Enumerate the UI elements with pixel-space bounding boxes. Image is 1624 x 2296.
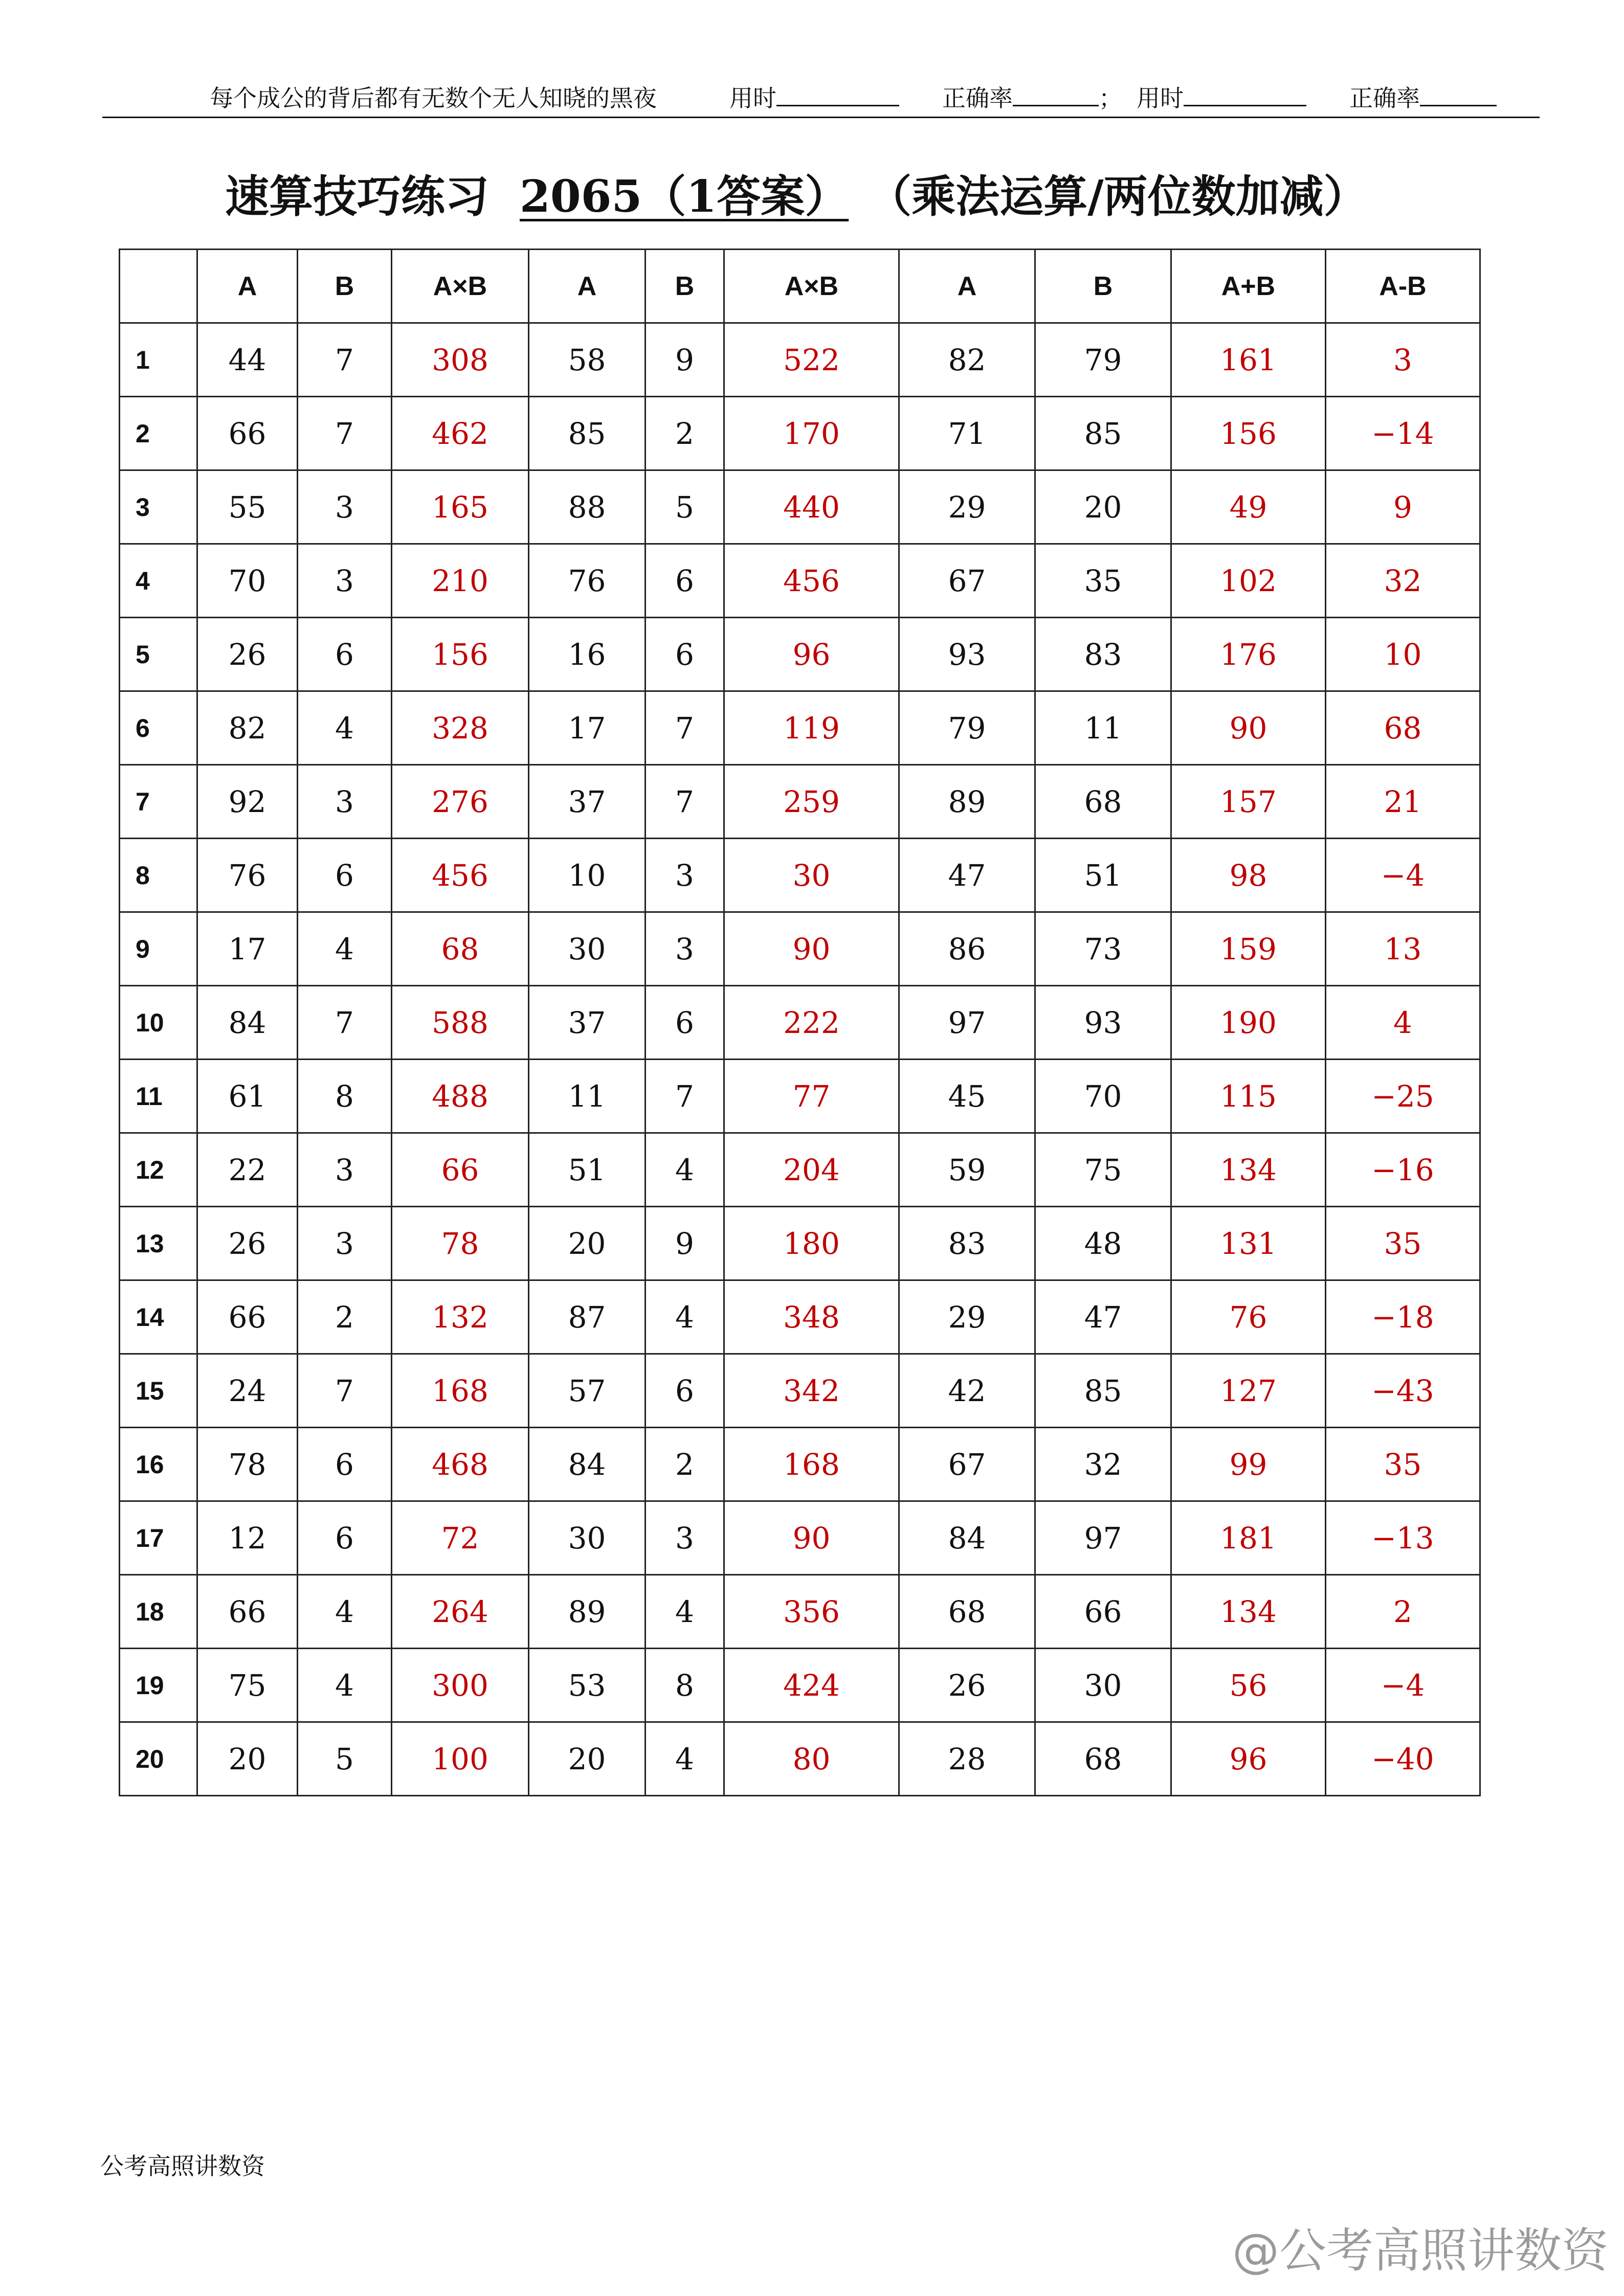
operand-cell: 26 (197, 618, 298, 691)
table-row (120, 1722, 1480, 1796)
operand-cell: 30 (529, 1501, 646, 1575)
operand-cell: 61 (197, 1060, 298, 1133)
row-number: 20 (120, 1722, 197, 1796)
answer-cell: 488 (392, 1060, 529, 1133)
answer-cell: 342 (724, 1354, 899, 1428)
answer-cell: 115 (1171, 1060, 1326, 1133)
operand-cell: 7 (298, 397, 392, 470)
operand-cell: 66 (197, 1280, 298, 1354)
time-blank-1 (776, 84, 899, 106)
header-accuracy-field-2 (1349, 83, 1497, 114)
operand-cell: 84 (529, 1428, 646, 1501)
operand-cell: 7 (298, 323, 392, 397)
row-number: 8 (120, 839, 197, 912)
operand-cell: 67 (899, 544, 1035, 618)
operand-cell: 16 (529, 618, 646, 691)
operand-cell: 30 (1035, 1649, 1171, 1722)
answer-cell: 462 (392, 397, 529, 470)
answer-cell: 76 (1171, 1280, 1326, 1354)
operand-cell: 5 (298, 1722, 392, 1796)
operand-cell: 3 (646, 839, 724, 912)
operand-cell: 7 (646, 1060, 724, 1133)
header-motto: 每个成公的背后都有无数个无人知晓的黑夜 (210, 84, 657, 112)
answer-cell: 159 (1171, 912, 1326, 986)
operand-cell: 6 (298, 839, 392, 912)
operand-cell: 3 (646, 1501, 724, 1575)
watermark: @公考高照讲数资 (1232, 2223, 1609, 2278)
row-number: 2 (120, 397, 197, 470)
page-title (225, 171, 1368, 222)
operand-cell: 66 (197, 1575, 298, 1649)
answer-cell: 328 (392, 691, 529, 765)
header-rule (102, 117, 1540, 118)
operand-cell: 7 (646, 765, 724, 839)
table-row (120, 1575, 1480, 1649)
operand-cell: 42 (899, 1354, 1035, 1428)
answer-cell: 176 (1171, 618, 1326, 691)
accuracy-blank-2 (1420, 84, 1497, 106)
operand-cell: 6 (298, 1501, 392, 1575)
operand-cell: 70 (1035, 1060, 1171, 1133)
table-row (120, 1060, 1480, 1133)
answer-cell: 156 (1171, 397, 1326, 470)
answer-cell: 134 (1171, 1575, 1326, 1649)
operand-cell: 53 (529, 1649, 646, 1722)
operand-cell: 82 (899, 323, 1035, 397)
column-header: A+B (1171, 250, 1326, 323)
answer-cell: 66 (392, 1133, 529, 1207)
operand-cell: 6 (646, 1354, 724, 1428)
table-row (120, 1207, 1480, 1280)
operand-cell: 20 (529, 1207, 646, 1280)
operand-cell: 22 (197, 1133, 298, 1207)
operand-cell: 29 (899, 1280, 1035, 1354)
answer-cell: 276 (392, 765, 529, 839)
row-number: 4 (120, 544, 197, 618)
operand-cell: 4 (298, 912, 392, 986)
row-number: 16 (120, 1428, 197, 1501)
answer-cell: 9 (1326, 470, 1480, 544)
answer-cell: 4 (1326, 986, 1480, 1060)
header-time-field-2 (1137, 83, 1306, 114)
answer-cell: 10 (1326, 618, 1480, 691)
operand-cell: 11 (1035, 691, 1171, 765)
table-row (120, 1133, 1480, 1207)
answer-cell: 35 (1326, 1428, 1480, 1501)
operand-cell: 6 (298, 618, 392, 691)
operand-cell: 93 (899, 618, 1035, 691)
table-row (120, 470, 1480, 544)
table-row (120, 397, 1480, 470)
operand-cell: 83 (1035, 618, 1171, 691)
operand-cell: 30 (529, 912, 646, 986)
operand-cell: 9 (646, 1207, 724, 1280)
answer-cell: 68 (1326, 691, 1480, 765)
row-number: 5 (120, 618, 197, 691)
operand-cell: 89 (899, 765, 1035, 839)
answer-cell: 98 (1171, 839, 1326, 912)
answer-cell: 170 (724, 397, 899, 470)
column-header: B (1035, 250, 1171, 323)
operand-cell: 59 (899, 1133, 1035, 1207)
operand-cell: 51 (529, 1133, 646, 1207)
answer-cell: 21 (1326, 765, 1480, 839)
operand-cell: 83 (899, 1207, 1035, 1280)
answer-cell: 90 (1171, 691, 1326, 765)
operand-cell: 37 (529, 986, 646, 1060)
title-subtitle: （乘法运算/两位数加减） (889, 171, 1368, 222)
answer-cell: 165 (392, 470, 529, 544)
operand-cell: 68 (1035, 1722, 1171, 1796)
operand-cell: 2 (646, 1428, 724, 1501)
answer-cell: 78 (392, 1207, 529, 1280)
operand-cell: 20 (529, 1722, 646, 1796)
operand-cell: 28 (899, 1722, 1035, 1796)
column-header: B (298, 250, 392, 323)
operand-cell: 17 (197, 912, 298, 986)
answer-cell: 440 (724, 470, 899, 544)
answer-cell: −40 (1326, 1722, 1480, 1796)
operand-cell: 9 (646, 323, 724, 397)
operand-cell: 4 (646, 1280, 724, 1354)
table-row (120, 986, 1480, 1060)
header-accuracy-field-1 (942, 83, 1122, 114)
operand-cell: 76 (529, 544, 646, 618)
table-body (120, 323, 1480, 1796)
operand-cell: 4 (298, 1649, 392, 1722)
operand-cell: 85 (1035, 397, 1171, 470)
answer-cell: 468 (392, 1428, 529, 1501)
operand-cell: 55 (197, 470, 298, 544)
column-header: A×B (724, 250, 899, 323)
answer-cell: −14 (1326, 397, 1480, 470)
operand-cell: 7 (646, 691, 724, 765)
operand-cell: 85 (1035, 1354, 1171, 1428)
answer-cell: 168 (724, 1428, 899, 1501)
operand-cell: 2 (298, 1280, 392, 1354)
answer-cell: 356 (724, 1575, 899, 1649)
answer-cell: 456 (724, 544, 899, 618)
operand-cell: 87 (529, 1280, 646, 1354)
answer-cell: 119 (724, 691, 899, 765)
answer-cell: 32 (1326, 544, 1480, 618)
header-time-field-1 (729, 83, 899, 114)
row-number: 6 (120, 691, 197, 765)
operand-cell: 47 (1035, 1280, 1171, 1354)
table-row (120, 618, 1480, 691)
operand-cell: 4 (298, 1575, 392, 1649)
operand-cell: 97 (1035, 1501, 1171, 1575)
operand-cell: 24 (197, 1354, 298, 1428)
table-row (120, 1649, 1480, 1722)
operand-cell: 6 (646, 618, 724, 691)
operand-cell: 89 (529, 1575, 646, 1649)
operand-cell: 35 (1035, 544, 1171, 618)
answer-cell: 259 (724, 765, 899, 839)
answer-cell: 424 (724, 1649, 899, 1722)
operand-cell: 44 (197, 323, 298, 397)
answer-cell: −13 (1326, 1501, 1480, 1575)
answer-cell: 300 (392, 1649, 529, 1722)
answer-cell: 100 (392, 1722, 529, 1796)
table-header-row (120, 250, 1480, 323)
row-number: 9 (120, 912, 197, 986)
answer-cell: −16 (1326, 1133, 1480, 1207)
operand-cell: 47 (899, 839, 1035, 912)
answer-cell: 157 (1171, 765, 1326, 839)
answer-cell: 131 (1171, 1207, 1326, 1280)
operand-cell: 78 (197, 1428, 298, 1501)
operand-cell: 66 (197, 397, 298, 470)
operand-cell: 66 (1035, 1575, 1171, 1649)
accuracy-label-2: 正确率 (1349, 84, 1420, 112)
table-row (120, 544, 1480, 618)
answer-cell: 102 (1171, 544, 1326, 618)
operand-cell: 6 (646, 986, 724, 1060)
operand-cell: 84 (197, 986, 298, 1060)
answer-cell: 96 (1171, 1722, 1326, 1796)
row-number: 3 (120, 470, 197, 544)
column-header: A (197, 250, 298, 323)
row-number: 12 (120, 1133, 197, 1207)
answer-cell: 77 (724, 1060, 899, 1133)
accuracy-blank-1 (1013, 84, 1099, 106)
operand-cell: 29 (899, 470, 1035, 544)
accuracy-label-1: 正确率 (942, 84, 1013, 112)
operand-cell: 51 (1035, 839, 1171, 912)
answer-cell: 264 (392, 1575, 529, 1649)
answer-cell: 90 (724, 912, 899, 986)
operand-cell: 4 (298, 691, 392, 765)
header-separator: ； (1099, 84, 1122, 112)
operand-cell: 17 (529, 691, 646, 765)
operand-cell: 86 (899, 912, 1035, 986)
operand-cell: 7 (298, 1354, 392, 1428)
operand-cell: 4 (646, 1722, 724, 1796)
footer-source: 公考高照讲数资 (100, 2152, 265, 2180)
answer-cell: 72 (392, 1501, 529, 1575)
answer-cell: 80 (724, 1722, 899, 1796)
operand-cell: 82 (197, 691, 298, 765)
operand-cell: 20 (197, 1722, 298, 1796)
operand-cell: 26 (197, 1207, 298, 1280)
answer-cell: 35 (1326, 1207, 1480, 1280)
operand-cell: 32 (1035, 1428, 1171, 1501)
title-number: 2065（1答案） (520, 171, 849, 222)
table-row (120, 1354, 1480, 1428)
answer-cell: 127 (1171, 1354, 1326, 1428)
answer-cell: −18 (1326, 1280, 1480, 1354)
table-row (120, 1501, 1480, 1575)
operand-cell: 20 (1035, 470, 1171, 544)
row-number: 7 (120, 765, 197, 839)
column-header: B (646, 250, 724, 323)
answer-cell: −25 (1326, 1060, 1480, 1133)
column-header: A×B (392, 250, 529, 323)
row-number: 13 (120, 1207, 197, 1280)
answer-cell: 13 (1326, 912, 1480, 986)
answer-cell: 180 (724, 1207, 899, 1280)
operand-cell: 4 (646, 1575, 724, 1649)
operand-cell: 67 (899, 1428, 1035, 1501)
answer-cell: −43 (1326, 1354, 1480, 1428)
row-number: 10 (120, 986, 197, 1060)
operand-cell: 68 (899, 1575, 1035, 1649)
answer-cell: 96 (724, 618, 899, 691)
operand-cell: 3 (646, 912, 724, 986)
operand-cell: 5 (646, 470, 724, 544)
operand-cell: 97 (899, 986, 1035, 1060)
answer-cell: 30 (724, 839, 899, 912)
operand-cell: 92 (197, 765, 298, 839)
operand-cell: 70 (197, 544, 298, 618)
time-label-1: 用时 (729, 84, 776, 112)
answer-cell: 90 (724, 1501, 899, 1575)
operand-cell: 45 (899, 1060, 1035, 1133)
column-header: A (529, 250, 646, 323)
row-number: 17 (120, 1501, 197, 1575)
operand-cell: 3 (298, 1207, 392, 1280)
table-row (120, 1428, 1480, 1501)
table-row (120, 912, 1480, 986)
row-number: 14 (120, 1280, 197, 1354)
answer-cell: 132 (392, 1280, 529, 1354)
operand-cell: 75 (197, 1649, 298, 1722)
answer-cell: 3 (1326, 323, 1480, 397)
operand-cell: 8 (298, 1060, 392, 1133)
operand-cell: 93 (1035, 986, 1171, 1060)
operand-cell: 26 (899, 1649, 1035, 1722)
operand-cell: 11 (529, 1060, 646, 1133)
operand-cell: 3 (298, 544, 392, 618)
row-number: 18 (120, 1575, 197, 1649)
operand-cell: 76 (197, 839, 298, 912)
operand-cell: 2 (646, 397, 724, 470)
answer-cell: 222 (724, 986, 899, 1060)
answer-cell: 56 (1171, 1649, 1326, 1722)
table-row (120, 1280, 1480, 1354)
operand-cell: 75 (1035, 1133, 1171, 1207)
row-number: 15 (120, 1354, 197, 1428)
answer-cell: 308 (392, 323, 529, 397)
operand-cell: 71 (899, 397, 1035, 470)
operand-cell: 85 (529, 397, 646, 470)
operand-cell: 79 (1035, 323, 1171, 397)
operand-cell: 8 (646, 1649, 724, 1722)
answer-cell: 348 (724, 1280, 899, 1354)
answer-cell: 456 (392, 839, 529, 912)
answer-cell: 161 (1171, 323, 1326, 397)
answer-cell: 99 (1171, 1428, 1326, 1501)
operand-cell: 73 (1035, 912, 1171, 986)
column-header (120, 250, 197, 323)
row-number: 1 (120, 323, 197, 397)
operand-cell: 48 (1035, 1207, 1171, 1280)
operand-cell: 37 (529, 765, 646, 839)
answer-cell: 204 (724, 1133, 899, 1207)
answer-cell: −4 (1326, 839, 1480, 912)
answer-cell: 2 (1326, 1575, 1480, 1649)
table-row (120, 691, 1480, 765)
title-main: 速算技巧练习 (225, 171, 489, 222)
operand-cell: 79 (899, 691, 1035, 765)
operand-cell: 10 (529, 839, 646, 912)
operand-cell: 12 (197, 1501, 298, 1575)
answer-cell: 181 (1171, 1501, 1326, 1575)
answer-cell: 210 (392, 544, 529, 618)
answer-cell: 522 (724, 323, 899, 397)
time-label-2: 用时 (1137, 84, 1184, 112)
column-header: A (899, 250, 1035, 323)
operand-cell: 57 (529, 1354, 646, 1428)
operand-cell: 68 (1035, 765, 1171, 839)
operand-cell: 7 (298, 986, 392, 1060)
answer-cell: 588 (392, 986, 529, 1060)
practice-table (119, 249, 1481, 1796)
row-number: 11 (120, 1060, 197, 1133)
operand-cell: 3 (298, 765, 392, 839)
operand-cell: 58 (529, 323, 646, 397)
row-number: 19 (120, 1649, 197, 1722)
operand-cell: 84 (899, 1501, 1035, 1575)
operand-cell: 3 (298, 470, 392, 544)
operand-cell: 3 (298, 1133, 392, 1207)
answer-cell: 168 (392, 1354, 529, 1428)
operand-cell: 4 (646, 1133, 724, 1207)
answer-cell: 68 (392, 912, 529, 986)
time-blank-2 (1184, 84, 1306, 106)
answer-cell: 134 (1171, 1133, 1326, 1207)
table-row (120, 765, 1480, 839)
answer-cell: 156 (392, 618, 529, 691)
table-row (120, 839, 1480, 912)
column-header: A-B (1326, 250, 1480, 323)
answer-cell: 49 (1171, 470, 1326, 544)
answer-cell: 190 (1171, 986, 1326, 1060)
operand-cell: 6 (646, 544, 724, 618)
operand-cell: 6 (298, 1428, 392, 1501)
table-row (120, 323, 1480, 397)
answer-cell: −4 (1326, 1649, 1480, 1722)
operand-cell: 88 (529, 470, 646, 544)
